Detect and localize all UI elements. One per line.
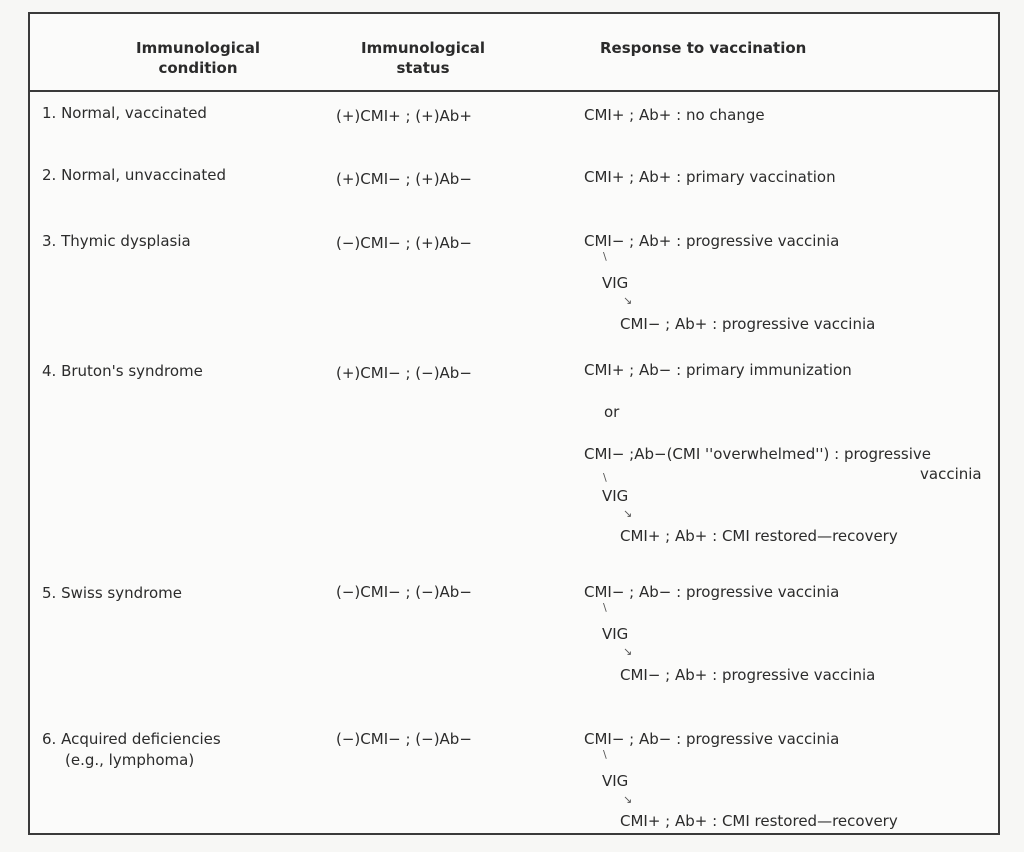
row4-response-1: CMI+ ; Ab− : primary immunization (584, 361, 852, 379)
row6-condition: 6. Acquired deficiencies (42, 730, 221, 748)
row5-response-1: CMI− ; Ab− : progressive vaccinia (584, 583, 840, 601)
row4-response-2-cont: vaccinia (920, 465, 982, 483)
row2-condition: 2. Normal, unvaccinated (42, 166, 226, 184)
row6-condition-sub: (e.g., lymphoma) (65, 751, 195, 769)
row5-response-2: CMI− ; Ab+ : progressive vaccinia (620, 666, 876, 684)
row6-status: (−)CMI− ; (−)Ab− (336, 730, 472, 748)
row4-response-2: CMI− ;Ab−(CMI ''overwhelmed'') : progressive (584, 445, 931, 463)
row3-condition: 3. Thymic dysplasia (42, 232, 191, 250)
header-condition (118, 38, 278, 78)
header-divider (30, 90, 998, 92)
row6-response-1: CMI− ; Ab− : progressive vaccinia (584, 730, 840, 748)
header-status-line2: status (396, 59, 450, 77)
row4-vig: VIG (602, 487, 629, 505)
header-response: Response to vaccination (600, 39, 807, 57)
arrow-down-icon: \ (603, 748, 607, 761)
header-status (348, 38, 498, 78)
arrow-down-icon: \ (603, 250, 607, 263)
row4-or: or (604, 403, 620, 421)
row6-response-2: CMI+ ; Ab+ : CMI restored—recovery (620, 812, 898, 830)
arrow-down-icon: \ (603, 471, 607, 484)
arrow-hook-icon: ↘ (623, 294, 633, 307)
arrow-hook-icon: ↘ (623, 507, 633, 520)
row1-status: (+)CMI+ ; (+)Ab+ (336, 107, 472, 125)
arrow-down-icon: \ (603, 601, 607, 614)
arrow-hook-icon: ↘ (623, 793, 633, 806)
row3-status: (−)CMI− ; (+)Ab− (336, 234, 472, 252)
row5-status: (−)CMI− ; (−)Ab− (336, 583, 472, 601)
row4-response-3: CMI+ ; Ab+ : CMI restored—recovery (620, 527, 898, 545)
row5-vig: VIG (602, 625, 629, 643)
row3-response-1: CMI− ; Ab+ : progressive vaccinia (584, 232, 840, 250)
row2-response: CMI+ ; Ab+ : primary vaccination (584, 168, 836, 186)
header-status-line1: Immunological (361, 39, 485, 57)
header-condition-line2: condition (158, 59, 238, 77)
row1-condition: 1. Normal, vaccinated (42, 104, 207, 122)
immunology-table (28, 12, 1000, 835)
arrow-hook-icon: ↘ (623, 645, 633, 658)
row3-vig: VIG (602, 274, 629, 292)
row1-response: CMI+ ; Ab+ : no change (584, 106, 765, 124)
row5-condition: 5. Swiss syndrome (42, 584, 183, 602)
row2-status: (+)CMI− ; (+)Ab− (336, 170, 472, 188)
row4-condition: 4. Bruton's syndrome (42, 362, 203, 380)
row3-response-2: CMI− ; Ab+ : progressive vaccinia (620, 315, 876, 333)
row6-vig: VIG (602, 772, 629, 790)
header-condition-line1: Immunological (136, 39, 260, 57)
row4-status: (+)CMI− ; (−)Ab− (336, 364, 472, 382)
